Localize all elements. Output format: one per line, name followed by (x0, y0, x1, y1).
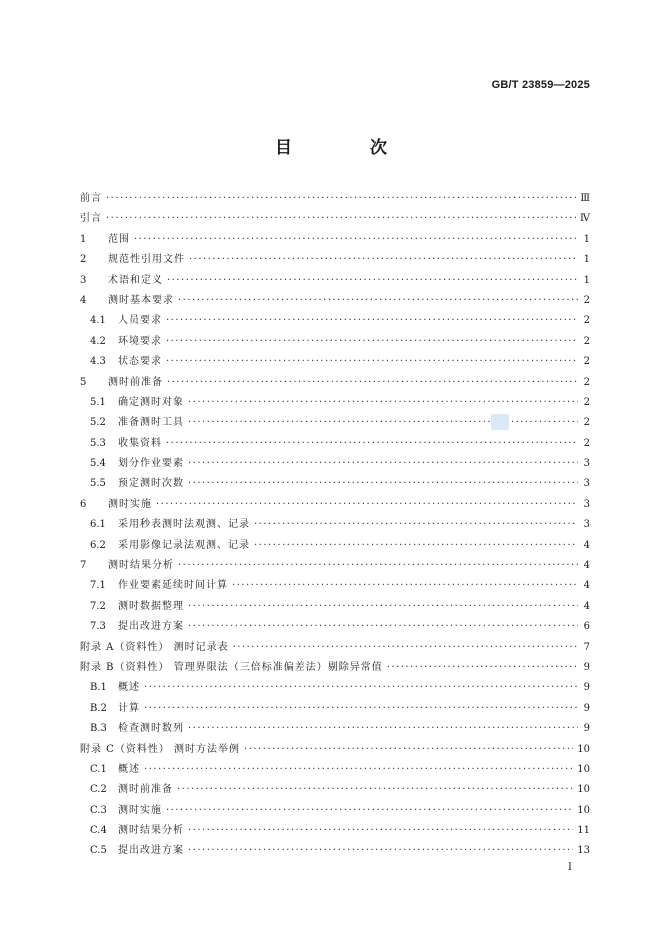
toc-entry[interactable] (80, 352, 590, 372)
toc-entry[interactable] (80, 699, 590, 719)
toc-entry-number: 2 (80, 254, 87, 266)
toc-entry-label (80, 556, 174, 576)
watermark-mark (491, 414, 509, 430)
toc-entry-title: 确定测时对象 (118, 396, 184, 408)
toc-entry-page: 2 (583, 294, 590, 306)
toc-entry-title: 环境要求 (118, 335, 162, 347)
toc-entry[interactable] (80, 780, 590, 800)
toc-entry[interactable] (80, 678, 590, 698)
toc-entry-label (90, 841, 184, 861)
toc-entry[interactable] (80, 556, 590, 576)
page-title: 目 次 (275, 138, 423, 158)
toc-entry-number: 5.4 (90, 458, 106, 470)
toc-leader-dots (144, 760, 573, 780)
toc-entry-label (90, 678, 140, 698)
toc-entry-page: Ⅳ (580, 213, 590, 225)
toc-entry-label (90, 311, 162, 331)
toc-leader-dots (156, 495, 578, 515)
toc-entry-label (90, 821, 184, 841)
toc-entry-title: 概述 (118, 682, 140, 694)
toc-entry-title: 前言 (80, 192, 102, 204)
toc-entry-page: 3 (583, 458, 590, 470)
toc-entry[interactable] (80, 311, 590, 331)
toc-entry-number: 4 (80, 294, 87, 306)
toc-entry-number: B.3 (90, 723, 107, 735)
toc-entry-page: 2 (583, 417, 590, 429)
toc-entry[interactable] (80, 638, 590, 658)
toc-entry-page: 10 (577, 763, 590, 775)
toc-entry-page: Ⅲ (580, 192, 590, 204)
toc-entry-page: 2 (583, 437, 590, 449)
toc-entry-number: 4.3 (90, 356, 106, 368)
toc-leader-dots (144, 699, 578, 719)
toc-entry-page: 9 (583, 682, 590, 694)
toc-entry[interactable] (80, 413, 590, 433)
toc-entry-number: 6.2 (90, 539, 106, 551)
toc-entry-label (90, 699, 140, 719)
toc-entry-number: C.5 (90, 845, 107, 857)
toc-entry-title: 预定测时次数 (118, 478, 184, 490)
toc-leader-dots (188, 474, 578, 494)
toc-entry-title: 采用影像记录法观测、记录 (118, 539, 250, 551)
toc-entry-title: 划分作业要素 (118, 458, 184, 470)
toc-entry-number: 5 (80, 376, 87, 388)
toc-leader-dots (232, 576, 578, 596)
toc-entry-title: 附录 A（资料性） 测时记录表 (80, 641, 229, 653)
toc-entry-title: 提出改进方案 (118, 621, 184, 633)
toc-leader-dots (134, 230, 578, 250)
toc-entry-title: 测时前准备 (108, 376, 163, 388)
toc-entry-number: 7.1 (90, 580, 106, 592)
standard-code: GB/T 23859—2025 (491, 79, 590, 91)
toc-entry-page: 4 (583, 600, 590, 612)
toc-entry-title: 状态要求 (118, 356, 162, 368)
toc-entry-label (90, 597, 184, 617)
toc-entry[interactable] (80, 495, 590, 515)
toc-leader-dots (177, 780, 573, 800)
toc-entry-label (80, 740, 240, 760)
toc-leader-dots (166, 801, 573, 821)
toc-entry[interactable] (80, 719, 590, 739)
toc-entry-page: 2 (583, 376, 590, 388)
toc-leader-dots (178, 291, 578, 311)
toc-entry-title: 附录 B（资料性） 管理界限法（三倍标准偏差法）剔除异常值 (80, 661, 383, 673)
toc-entry-label (80, 250, 185, 270)
toc-entry-title: 作业要素延续时间计算 (118, 580, 228, 592)
toc-entry-title: 测时实施 (108, 498, 152, 510)
toc-leader-dots (188, 393, 578, 413)
toc-entry-page: 1 (583, 233, 590, 245)
toc-entry-label (90, 617, 184, 637)
toc-entry-title: 概述 (118, 763, 140, 775)
toc-entry-title: 范围 (108, 233, 130, 245)
toc-leader-dots (188, 617, 578, 637)
toc-entry-label (80, 230, 130, 250)
toc-entry-page: 4 (583, 560, 590, 572)
toc-entry-number: 4.2 (90, 335, 106, 347)
toc-entry-page: 1 (583, 254, 590, 266)
toc-entry-number: 5.3 (90, 437, 106, 449)
toc-entry[interactable] (80, 658, 590, 678)
toc-entry-page: 13 (577, 845, 590, 857)
toc-entry-number: 5.5 (90, 478, 106, 490)
toc-entry-number: 4.1 (90, 315, 106, 327)
toc-entry[interactable] (80, 209, 590, 229)
toc-entry-label (80, 209, 102, 229)
toc-leader-dots (178, 556, 578, 576)
toc-entry-page: 6 (583, 621, 590, 633)
toc-entry[interactable] (80, 597, 590, 617)
toc-leader-dots (106, 189, 576, 209)
toc-entry-title: 测时前准备 (118, 784, 173, 796)
toc-entry-number: 7.3 (90, 621, 106, 633)
toc-entry-title: 引言 (80, 213, 102, 225)
toc-leader-dots (166, 332, 578, 352)
toc-entry-title: 规范性引用文件 (108, 254, 185, 266)
toc-leader-dots (144, 678, 578, 698)
toc-entry-title: 附录 C（资料性） 测时方法举例 (80, 743, 241, 755)
toc-entry-page: 1 (583, 274, 590, 286)
toc-entry-label (90, 332, 162, 352)
toc-entry-page: 9 (583, 723, 590, 735)
toc-leader-dots (188, 719, 578, 739)
toc-entry[interactable] (80, 230, 590, 250)
toc-entry-title: 测时实施 (118, 804, 162, 816)
toc-entry-title: 准备测时工具 (118, 417, 184, 429)
toc-entry-label (90, 474, 184, 494)
toc-leader-dots (244, 740, 573, 760)
toc-entry-number: C.3 (90, 804, 107, 816)
toc-entry-label (90, 434, 162, 454)
toc-entry-label (80, 271, 163, 291)
toc-entry-label (80, 638, 229, 658)
toc-leader-dots (254, 536, 578, 556)
toc-entry-page: 3 (583, 478, 590, 490)
toc-entry[interactable] (80, 250, 590, 270)
toc-entry-number: C.2 (90, 784, 107, 796)
toc-entry-page: 9 (583, 702, 590, 714)
toc-entry[interactable] (80, 740, 590, 760)
toc-entry[interactable] (80, 515, 590, 535)
toc-entry-number: 3 (80, 274, 87, 286)
toc-entry-page: 7 (583, 641, 590, 653)
toc-leader-dots (166, 311, 578, 331)
toc-entry-page: 9 (583, 661, 590, 673)
toc-entry-number: 5.2 (90, 417, 106, 429)
toc-entry-label (90, 536, 250, 556)
toc-entry-label (90, 413, 184, 433)
toc-entry-title: 收集资料 (118, 437, 162, 449)
toc-entry[interactable] (80, 801, 590, 821)
toc-entry-title: 人员要求 (118, 315, 162, 327)
toc-entry[interactable] (80, 271, 590, 291)
toc-entry-title: 测时结果分析 (108, 560, 174, 572)
toc-entry-page: 2 (583, 356, 590, 368)
toc-entry[interactable] (80, 373, 590, 393)
toc-leader-dots (254, 515, 578, 535)
toc-entry-page: 10 (577, 804, 590, 816)
toc-entry-title: 术语和定义 (108, 274, 163, 286)
toc-entry-page: 2 (583, 396, 590, 408)
toc-leader-dots (188, 841, 573, 861)
toc-entry-label (90, 576, 228, 596)
toc-entry-page: 4 (583, 580, 590, 592)
toc-entry[interactable] (80, 189, 590, 209)
toc-entry-label (90, 719, 184, 739)
toc-entry-page: 3 (583, 498, 590, 510)
toc-entry[interactable] (80, 393, 590, 413)
toc-entry-page: 10 (577, 743, 590, 755)
toc-entry-label (90, 801, 162, 821)
toc-entry-page: 10 (577, 784, 590, 796)
toc-leader-dots (387, 658, 578, 678)
toc-entry[interactable] (80, 332, 590, 352)
toc-entry-title: 计算 (118, 702, 140, 714)
toc-entry[interactable] (80, 576, 590, 596)
toc-leader-dots (166, 352, 578, 372)
table-of-contents (80, 189, 590, 862)
toc-entry[interactable] (80, 474, 590, 494)
toc-entry-number: 6.1 (90, 519, 106, 531)
toc-entry-page: 3 (583, 519, 590, 531)
toc-entry-number: 7.2 (90, 600, 106, 612)
toc-entry-label (90, 780, 173, 800)
toc-entry-label (80, 658, 383, 678)
toc-leader-dots (188, 454, 578, 474)
toc-entry-page: 2 (583, 335, 590, 347)
toc-entry-title: 提出改进方案 (118, 845, 184, 857)
toc-entry[interactable] (80, 454, 590, 474)
toc-entry-label (90, 760, 140, 780)
toc-leader-dots (167, 271, 578, 291)
toc-entry-label (90, 454, 184, 474)
toc-entry-title: 测时数据整理 (118, 600, 184, 612)
toc-entry-number: 1 (80, 233, 87, 245)
toc-entry-page: 11 (577, 825, 590, 837)
toc-entry-label (90, 515, 250, 535)
toc-leader-dots (167, 373, 578, 393)
toc-entry-label (80, 495, 152, 515)
toc-entry-label (80, 189, 102, 209)
toc-leader-dots (106, 209, 576, 229)
toc-entry-label (80, 291, 174, 311)
toc-entry-title: 检查测时数列 (118, 723, 184, 735)
toc-entry-number: C.1 (90, 763, 107, 775)
toc-leader-dots (233, 638, 578, 658)
toc-entry[interactable] (80, 291, 590, 311)
toc-leader-dots (188, 413, 578, 433)
toc-entry[interactable] (80, 434, 590, 454)
toc-entry-label (90, 393, 184, 413)
toc-entry-title: 测时基本要求 (108, 294, 174, 306)
toc-entry-title: 采用秒表测时法观测、记录 (118, 519, 250, 531)
toc-leader-dots (166, 434, 578, 454)
toc-entry-label (80, 373, 163, 393)
toc-entry-number: B.1 (90, 682, 107, 694)
toc-entry-number: 6 (80, 498, 87, 510)
toc-leader-dots (188, 821, 573, 841)
toc-entry-page: 2 (583, 315, 590, 327)
toc-entry-number: 5.1 (90, 396, 106, 408)
toc-entry[interactable] (80, 842, 590, 862)
toc-entry-page: 4 (583, 539, 590, 551)
toc-entry[interactable] (80, 536, 590, 556)
toc-entry[interactable] (80, 760, 590, 780)
toc-entry-number: 7 (80, 560, 87, 572)
toc-entry-number: C.4 (90, 825, 107, 837)
toc-entry-number: B.2 (90, 702, 107, 714)
toc-entry[interactable] (80, 617, 590, 637)
toc-entry-label (90, 352, 162, 372)
toc-leader-dots (188, 597, 578, 617)
toc-entry-title: 测时结果分析 (118, 825, 184, 837)
page-folio: I (568, 862, 572, 873)
toc-leader-dots (189, 250, 578, 270)
toc-entry[interactable] (80, 821, 590, 841)
